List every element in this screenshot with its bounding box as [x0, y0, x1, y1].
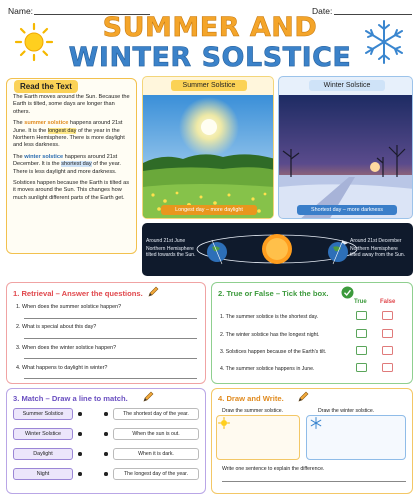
match-left-dot-2[interactable]: [78, 432, 82, 436]
answer-line-4[interactable]: [24, 378, 197, 379]
name-label: Name:: [8, 6, 34, 16]
match-right-dot-3[interactable]: [104, 452, 108, 456]
match-left-dot-3[interactable]: [78, 452, 82, 456]
true-checkbox-4[interactable]: [356, 363, 367, 372]
tf-statement-4: 4. The summer solstice happens in June.: [220, 366, 315, 372]
winter-card: [278, 76, 413, 219]
p2-c: happens around 21st June. It is the: [13, 120, 123, 134]
pencil-icon: [147, 286, 159, 298]
p2-highlight: longest day: [47, 127, 77, 134]
pencil-icon: [297, 391, 309, 403]
false-column-label: False: [380, 299, 396, 305]
match-right-2[interactable]: When the sun is out.: [113, 428, 199, 440]
snowflake-icon: [310, 417, 322, 429]
orbit-right-title: Around 21st December: [350, 238, 402, 244]
orbit-left-text: Northern Hemisphere tilted towards the Sun.: [146, 246, 196, 259]
winter-scene-image: [279, 95, 413, 219]
answer-line-1[interactable]: [24, 318, 197, 319]
read-text-heading: Read the Text: [14, 80, 78, 93]
read-text-p1: The Earth moves around the Sun. Because the Earth is tilted, some days are longer than others.: [13, 94, 130, 115]
answer-line-3[interactable]: [24, 358, 197, 359]
date-label: Date:: [312, 6, 333, 16]
match-right-dot-4[interactable]: [104, 472, 108, 476]
true-column-label: True: [354, 299, 367, 305]
draw-sentence-prompt: Write one sentence to explain the difference.: [222, 466, 325, 472]
retrieval-q1: 1. When does the summer solstice happen?: [16, 304, 122, 310]
match-title: 3. Match – Draw a line to match.: [13, 394, 128, 403]
retrieval-title: 1. Retrieval – Answer the questions.: [13, 289, 143, 298]
p2-keyword: summer solstice: [24, 120, 69, 127]
p3-c: happens around 21st December. It is the: [13, 153, 118, 168]
read-text-body: [13, 94, 133, 206]
tf-statement-1: 1. The summer solstice is the shortest day.: [220, 314, 319, 320]
retrieval-q3: 3. When does the winter solstice happen?: [16, 345, 117, 351]
draw-title: 4. Draw and Write.: [218, 394, 284, 403]
winter-card-title: Winter Solstice: [309, 80, 385, 91]
read-text-p2: [13, 120, 133, 150]
match-right-dot-2[interactable]: [104, 432, 108, 436]
orbit-diagram: [142, 223, 413, 276]
winter-card-caption: Shortest day – more darkness: [297, 205, 397, 215]
title-line1: SUMMER AND: [102, 12, 318, 43]
match-left-2[interactable]: Winter Solstice: [13, 428, 73, 440]
check-circle-icon: [341, 286, 354, 299]
p2-a: The: [13, 120, 25, 127]
sun-icon: [14, 22, 54, 62]
tf-statement-3: 3. Solstices happen because of the Earth's tilt.: [220, 349, 327, 355]
sentence-line[interactable]: [222, 481, 406, 482]
answer-line-2[interactable]: [24, 338, 197, 339]
p3-keyword: winter solstice: [24, 153, 64, 160]
snowflake-icon: [362, 18, 406, 66]
p2-e: of the year in the Northern Hemisphere. There is more daylight and less darkness.: [13, 127, 125, 149]
tf-statement-2: 2. The winter solstice has the longest night.: [220, 332, 320, 338]
summer-card-caption: Longest day – more daylight: [161, 205, 257, 215]
read-text-p3: [13, 154, 133, 176]
true-checkbox-1[interactable]: [356, 311, 367, 320]
draw-winter-prompt: Draw the winter solstice.: [318, 408, 375, 414]
false-checkbox-3[interactable]: [382, 346, 393, 355]
retrieval-q2: 2. What is special about this day?: [16, 324, 97, 330]
match-left-dot-1[interactable]: [78, 412, 82, 416]
draw-summer-prompt: Draw the summer solstice.: [222, 408, 284, 414]
match-left-4[interactable]: Night: [13, 468, 73, 480]
match-left-dot-4[interactable]: [78, 472, 82, 476]
orbit-right-text: Northern Hemisphere tilted away from the Sun.: [350, 246, 406, 259]
match-right-4[interactable]: The longest day of the year.: [113, 468, 199, 480]
summer-card: [142, 76, 274, 219]
title-line2: WINTER SOLSTICE: [68, 42, 352, 73]
retrieval-q4: 4. What happens to daylight in winter?: [16, 365, 108, 371]
false-checkbox-4[interactable]: [382, 363, 393, 372]
read-text-p4: Solstices happen because the Earth is tilted as it moves around the Sun. This changes how much sunlight different parts of the Earth get.: [13, 180, 129, 201]
true-checkbox-2[interactable]: [356, 329, 367, 338]
pencil-icon: [142, 391, 154, 403]
sun-icon: [218, 417, 230, 429]
match-right-3[interactable]: When it is dark.: [113, 448, 199, 460]
match-left-1[interactable]: Summer Solstice: [13, 408, 73, 420]
false-checkbox-2[interactable]: [382, 329, 393, 338]
p3-highlight: shortest day: [61, 161, 92, 168]
match-left-3[interactable]: Daylight: [13, 448, 73, 460]
orbit-left-title: Around 21st June: [146, 238, 186, 244]
p3-e: of the year. There is less daylight and more darkness.: [13, 161, 121, 175]
summer-scene-image: [143, 95, 274, 219]
match-right-1[interactable]: The shortest day of the year.: [113, 408, 199, 420]
match-right-dot-1[interactable]: [104, 412, 108, 416]
true-checkbox-3[interactable]: [356, 346, 367, 355]
p3-a: The: [13, 153, 25, 160]
summer-card-title: Summer Solstice: [171, 80, 247, 91]
true-false-title: 2. True or False – Tick the box.: [218, 289, 329, 298]
false-checkbox-1[interactable]: [382, 311, 393, 320]
